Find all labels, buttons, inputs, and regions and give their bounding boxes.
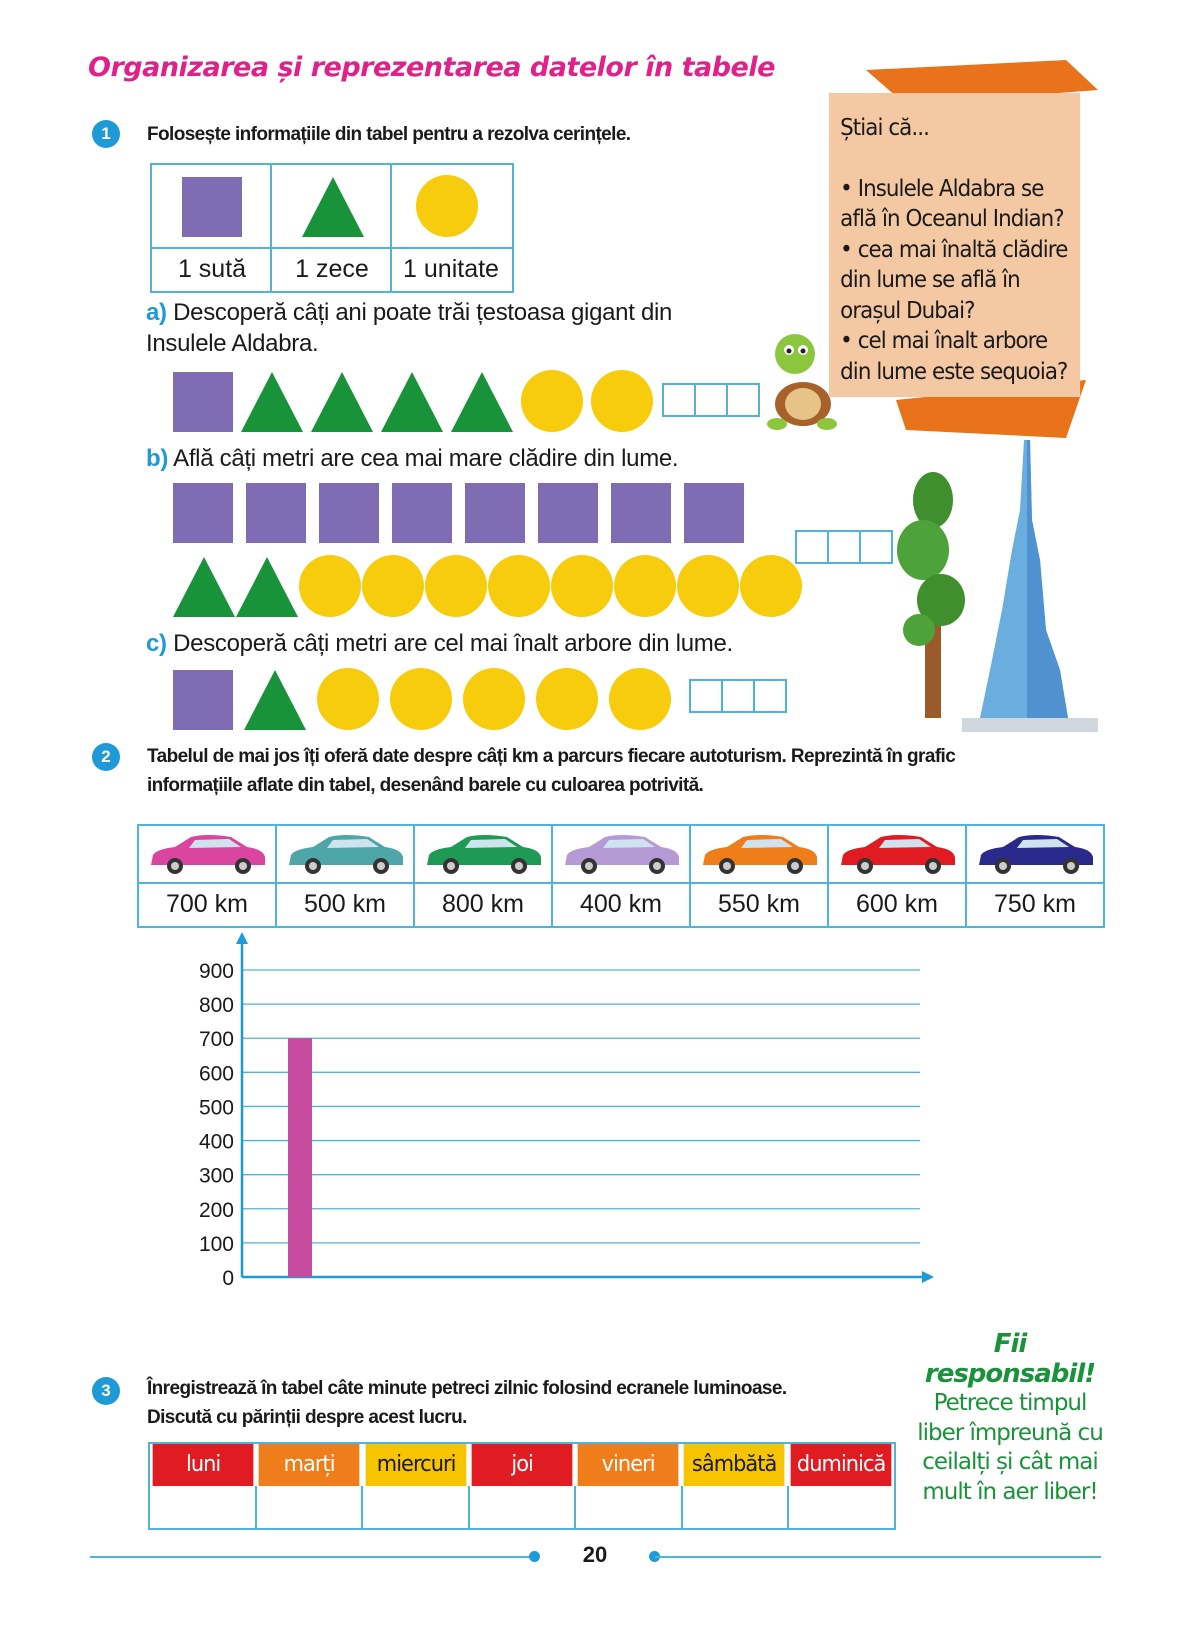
- day-header-cell: joi: [472, 1444, 573, 1486]
- did-you-know-heading: Știai că...: [840, 115, 929, 141]
- distance-bar-chart: [190, 932, 970, 1352]
- answer-box-b[interactable]: [795, 530, 893, 564]
- square-shape: [392, 483, 452, 543]
- shapes-row-c: [173, 668, 671, 730]
- car-image: [691, 826, 827, 884]
- triangle-shape: [236, 557, 298, 617]
- did-you-know-line-2: află în Oceanul Indian?: [840, 206, 1064, 232]
- circle-shape: [591, 370, 653, 432]
- turtle-illustration: [765, 332, 837, 432]
- car-icon: [697, 831, 821, 877]
- triangle-shape: [302, 177, 364, 237]
- square-shape: [465, 483, 525, 543]
- car-cell: [967, 826, 1103, 926]
- shape-legend-table: [150, 163, 514, 293]
- exercise-1-instruction: Folosește informațiile din tabel pentru a rezolva cerințele.: [147, 124, 631, 145]
- page-title: Organizarea și reprezentarea datelor în tabele: [88, 52, 775, 83]
- car-cell: [829, 826, 967, 926]
- car-cell: [553, 826, 691, 926]
- car-distance-table: [137, 824, 1105, 928]
- page-number: 20: [582, 1542, 608, 1567]
- circle-shape: [521, 370, 583, 432]
- be-responsible-text-4: mult în aer liber!: [922, 1478, 1098, 1505]
- circle-shape: [740, 555, 802, 617]
- x-axis-arrow-icon: [922, 1271, 934, 1283]
- answer-box-c[interactable]: [689, 679, 787, 713]
- triangle-shape: [381, 372, 443, 432]
- exercise-3-number: 3: [92, 1377, 120, 1405]
- footer-line-left: [90, 1556, 534, 1558]
- day-header-cell: duminică: [790, 1444, 891, 1486]
- screen-time-table: [148, 1442, 896, 1530]
- square-shape: [173, 670, 233, 730]
- square-shape: [173, 372, 233, 432]
- did-you-know-line-5: orașul Dubai?: [840, 297, 975, 324]
- car-icon: [559, 831, 683, 877]
- circle-shape: [463, 668, 525, 730]
- minutes-cell-luni[interactable]: [150, 1486, 257, 1528]
- be-responsible-text-1: Petrece timpul: [933, 1390, 1087, 1416]
- exercise-2-instruction-line-2: informațiile aflate din tabel, desenând barele cu culoarea potrivită.: [147, 775, 704, 796]
- car-image: [415, 826, 551, 884]
- car-cell: [139, 826, 277, 926]
- shapes-row-a: [173, 370, 653, 432]
- day-header-cell: luni: [153, 1444, 254, 1486]
- minutes-cell-marti[interactable]: [257, 1486, 364, 1528]
- did-you-know-line-7: din lume este sequoia?: [840, 358, 1068, 385]
- y-tick-label: 300: [198, 1164, 234, 1188]
- y-tick-label: 700: [198, 1028, 234, 1052]
- square-shape: [182, 177, 242, 237]
- car-distance-label: 550 km: [718, 890, 800, 918]
- minutes-cell-sambata[interactable]: [683, 1486, 790, 1528]
- circle-shape: [390, 668, 452, 730]
- question-a: [146, 297, 672, 359]
- square-shape: [538, 483, 598, 543]
- did-you-know-line-4: din lume se află în: [840, 267, 1020, 293]
- triangle-shape: [241, 372, 303, 432]
- square-shape: [319, 483, 379, 543]
- car-distance-label: 700 km: [166, 890, 248, 918]
- square-shape: [246, 483, 306, 543]
- car-distance-label: 500 km: [304, 890, 386, 918]
- question-c: [146, 628, 733, 659]
- y-tick-label: 500: [198, 1096, 234, 1120]
- be-responsible-line-2: responsabil!: [924, 1358, 1096, 1389]
- circle-shape: [488, 555, 550, 617]
- day-header-cell: marți: [259, 1444, 360, 1486]
- skyscraper-illustration: [960, 440, 1100, 735]
- square-shape: [611, 483, 671, 543]
- minutes-cell-duminica[interactable]: [789, 1486, 894, 1528]
- circle-shape: [536, 668, 598, 730]
- car-image: [967, 826, 1103, 884]
- car-distance-label: 750 km: [994, 890, 1076, 918]
- car-image: [139, 826, 275, 884]
- car-image: [829, 826, 965, 884]
- shapes-row-b-rest: [173, 555, 802, 617]
- car-cell: [415, 826, 553, 926]
- minutes-cell-joi[interactable]: [470, 1486, 577, 1528]
- question-a-text-1: Descoperă câți ani poate trăi țestoasa gigant din: [173, 299, 673, 326]
- answer-box-a[interactable]: [662, 383, 760, 417]
- question-b-letter: b): [146, 445, 169, 472]
- circle-shape: [609, 668, 671, 730]
- legend-label-square: 1 sută: [177, 255, 247, 283]
- y-tick-label: 800: [198, 994, 234, 1018]
- footer-dot-left: [529, 1551, 540, 1562]
- footer-line-right: [655, 1556, 1101, 1558]
- exercise-3-instruction-line-2: Discută cu părinții despre acest lucru.: [147, 1407, 467, 1428]
- car-distance-label: 600 km: [856, 890, 938, 918]
- triangle-shape: [451, 372, 513, 432]
- square-shape: [684, 483, 744, 543]
- circle-shape: [425, 555, 487, 617]
- be-responsible-note: [900, 1330, 1120, 1507]
- y-tick-label: 100: [198, 1232, 234, 1256]
- question-a-letter: a): [146, 299, 167, 326]
- day-header-cell: sâmbătă: [684, 1444, 785, 1486]
- car-icon: [835, 831, 959, 877]
- car-image: [277, 826, 413, 884]
- question-c-letter: c): [146, 630, 167, 657]
- day-header-cell: vineri: [578, 1444, 679, 1486]
- exercise-3-instruction: [147, 1374, 787, 1432]
- car-icon: [973, 831, 1097, 877]
- y-tick-label: 0: [222, 1267, 234, 1290]
- minutes-cell-vineri[interactable]: [576, 1486, 683, 1528]
- y-tick-label: 200: [198, 1198, 234, 1222]
- car-cell: [277, 826, 415, 926]
- circle-shape: [614, 555, 676, 617]
- circle-shape: [317, 668, 379, 730]
- be-responsible-line-1: Fii: [993, 1329, 1027, 1359]
- y-tick-label: 900: [198, 960, 234, 983]
- question-a-text-2: Insulele Aldabra.: [146, 330, 319, 357]
- car-icon: [145, 831, 269, 877]
- did-you-know-line-1: • Insulele Aldabra se: [840, 175, 1044, 202]
- car-distance-label: 400 km: [580, 890, 662, 918]
- y-tick-label: 600: [198, 1062, 234, 1086]
- circle-shape: [299, 555, 361, 617]
- square-shape: [173, 483, 233, 543]
- day-header-cell: miercuri: [365, 1444, 466, 1486]
- legend-label-triangle: 1 zece: [295, 255, 369, 283]
- triangle-shape: [244, 670, 306, 730]
- did-you-know-line-3: • cea mai înaltă clădire: [840, 236, 1068, 263]
- question-b-text: Află câți metri are cea mai mare clădire din lume.: [173, 445, 679, 472]
- exercise-2-instruction: [147, 742, 955, 800]
- y-tick-label: 400: [198, 1130, 234, 1154]
- exercise-1-number: 1: [92, 120, 120, 148]
- exercise-3-instruction-line-1: Înregistrează în tabel câte minute petreci zilnic folosind ecranele luminoase.: [147, 1378, 787, 1399]
- exercise-2-instruction-line-1: Tabelul de mai jos îți oferă date despre câți km a parcurs fiecare autoturism. Reprezintă în grafic: [147, 746, 956, 767]
- minutes-input-row: [150, 1486, 894, 1528]
- triangle-shape: [311, 372, 373, 432]
- be-responsible-text-3: ceilalți și cât mai: [922, 1449, 1098, 1475]
- car-icon: [421, 831, 545, 877]
- exercise-2-number: 2: [92, 743, 120, 771]
- days-header-row: [150, 1444, 894, 1486]
- car-distance-label: 800 km: [442, 890, 524, 918]
- circle-shape: [551, 555, 613, 617]
- circle-shape: [362, 555, 424, 617]
- car-icon: [283, 831, 407, 877]
- did-you-know-box: [829, 93, 1080, 397]
- y-axis-arrow-icon: [236, 932, 248, 944]
- car-cell: [691, 826, 829, 926]
- question-c-text: Descoperă câți metri are cel mai înalt arbore din lume.: [173, 630, 733, 657]
- bar: [288, 1038, 312, 1277]
- circle-shape: [677, 555, 739, 617]
- shapes-row-b-squares: [173, 483, 744, 543]
- minutes-cell-miercuri[interactable]: [363, 1486, 470, 1528]
- legend-label-circle: 1 unitate: [403, 255, 499, 283]
- did-you-know-line-6: • cel mai înalt arbore: [840, 328, 1048, 354]
- circle-shape: [416, 175, 478, 237]
- car-image: [553, 826, 689, 884]
- question-b: [146, 443, 678, 474]
- be-responsible-text-2: liber împreună cu: [917, 1419, 1103, 1446]
- triangle-shape: [173, 557, 235, 617]
